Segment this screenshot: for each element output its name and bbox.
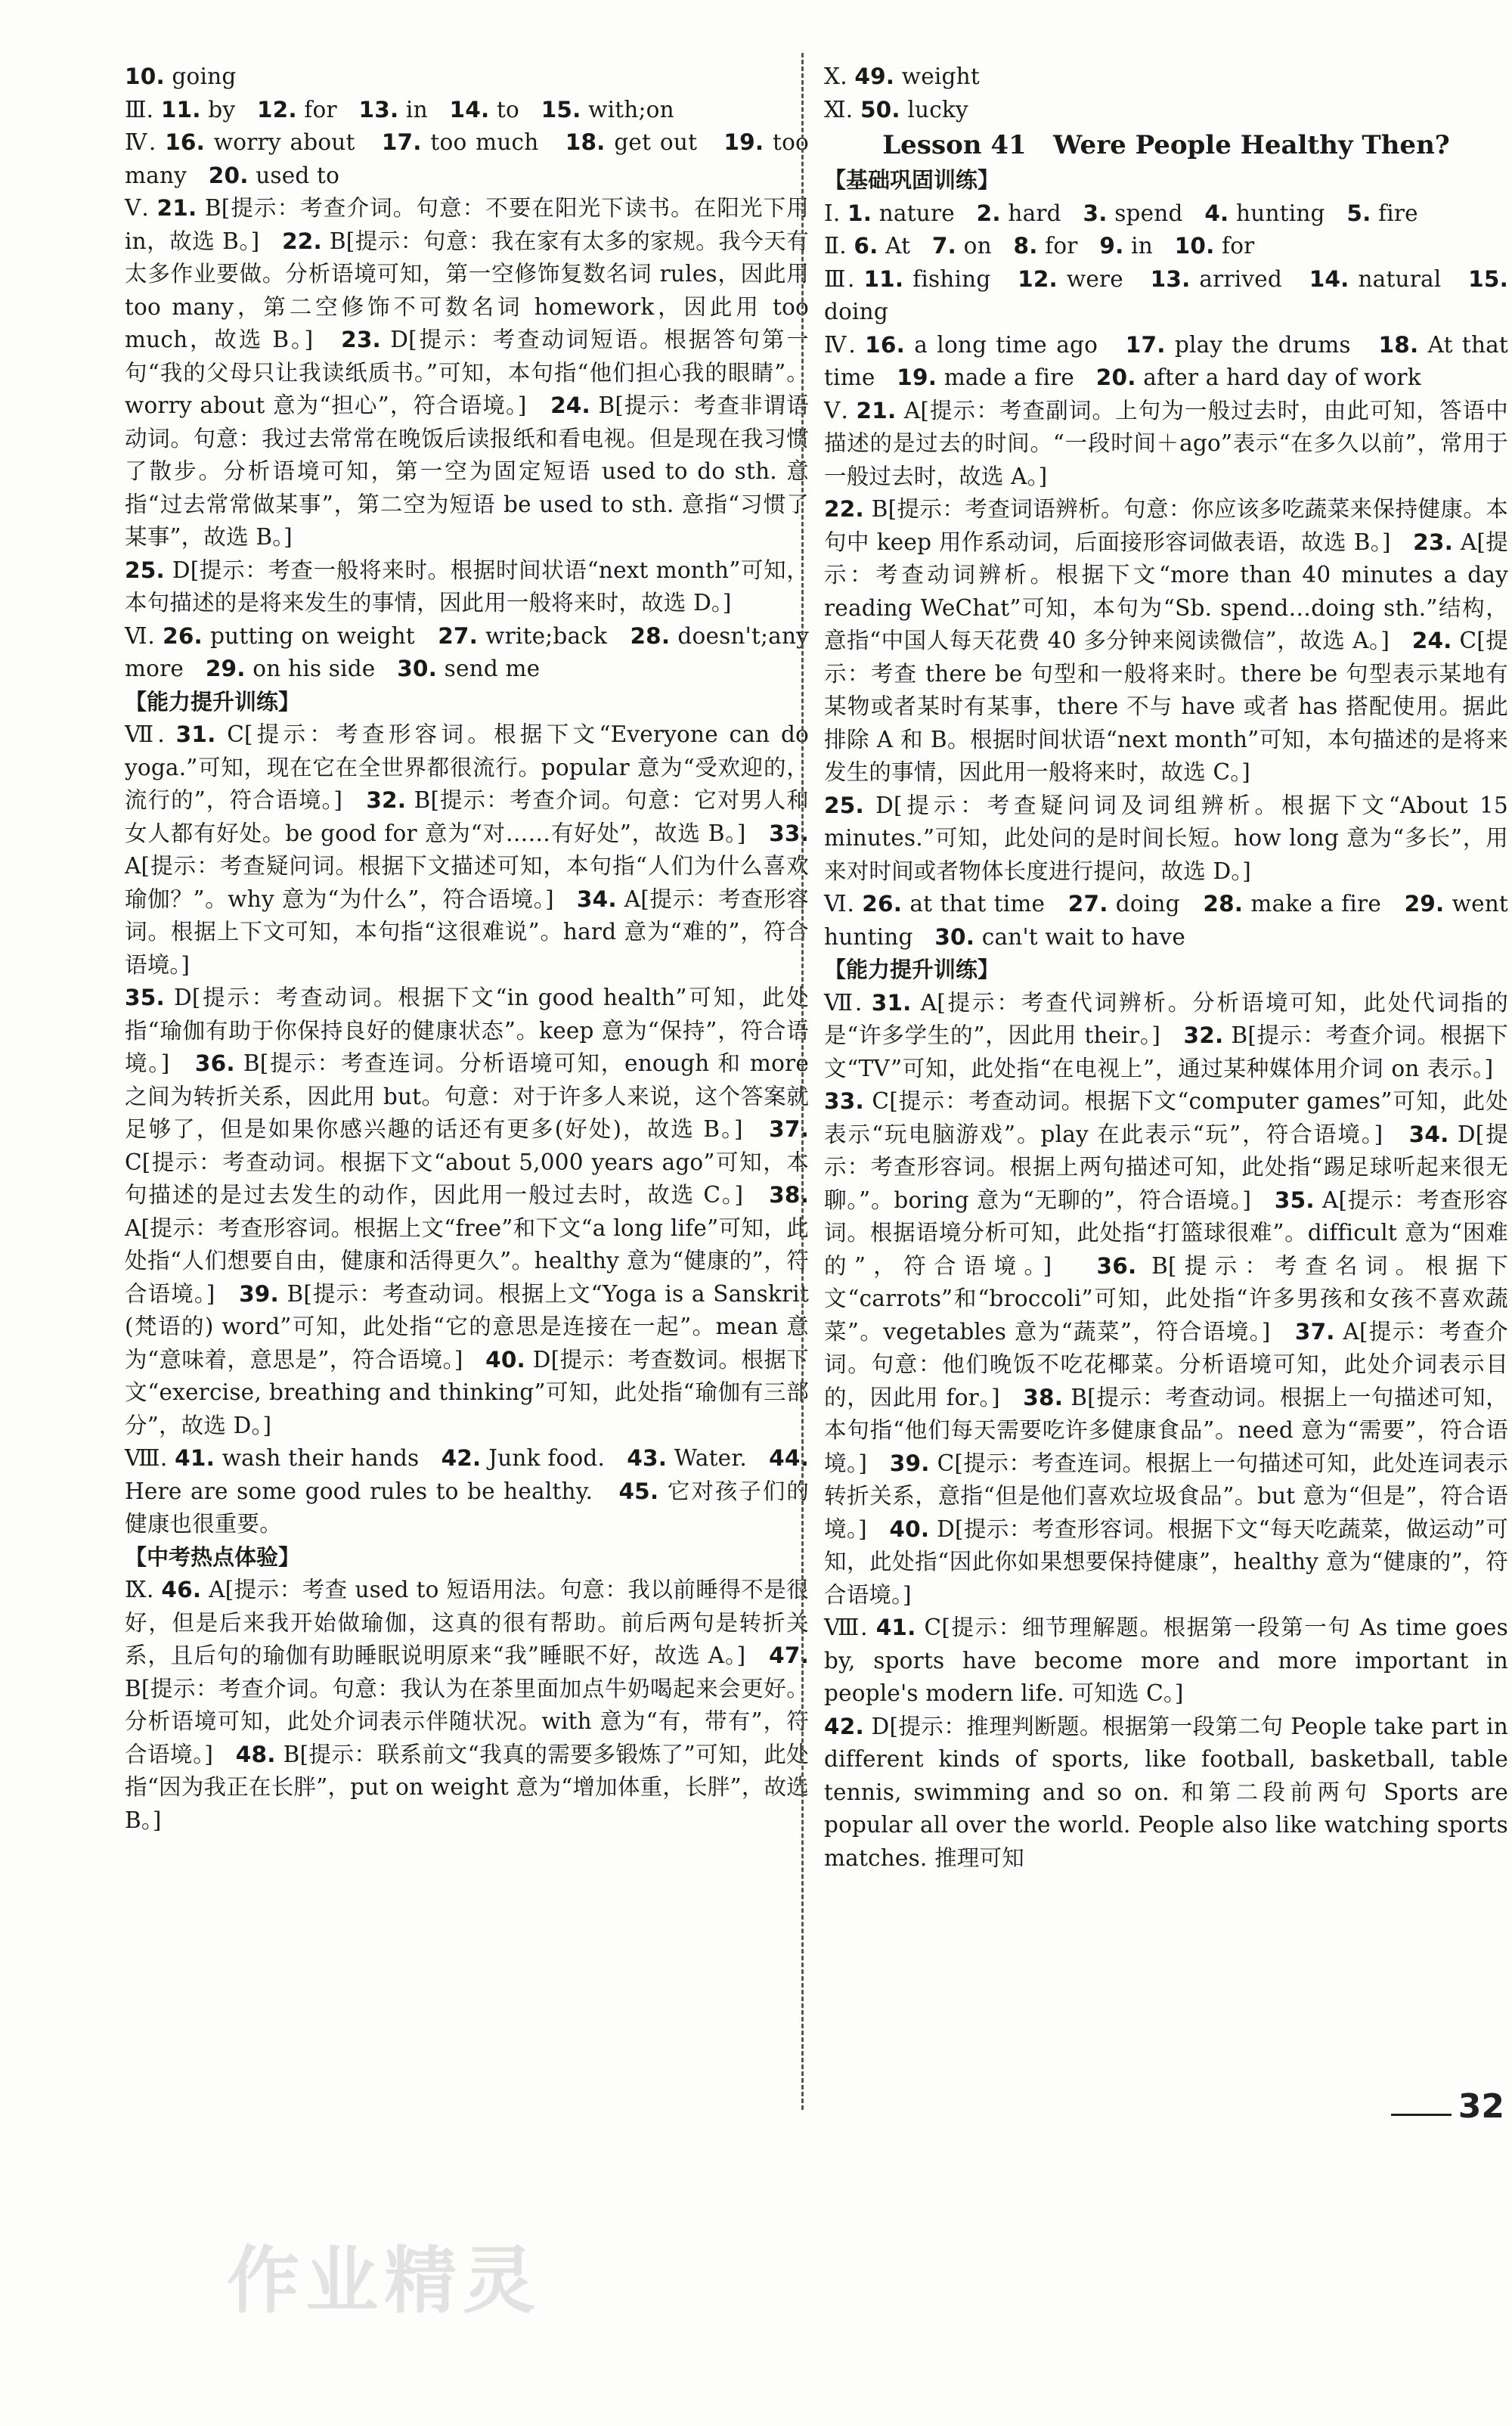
answer-line: Ⅰ. 1. nature 2. hard 3. spend 4. hunting 5. fire: [824, 200, 1418, 226]
section-heading: 【能力提升训练】: [125, 688, 301, 715]
answer-line: Ⅲ. 11. by 12. for 13. in 14. to 15. with;on: [125, 96, 674, 123]
answer-line: Ⅲ. 11. fishing 12. were 13. arrived 14. natural 15. doing: [824, 265, 1508, 324]
answer-paragraph: Ⅴ. 21. B[提示：考查介词。句意：不要在阳光下读书。在阳光下用 in，故选 B。] 22. B[提示：句意：我在家有太多的家规。我今天有太多作业要做。分析语境可知，第一空修饰复数名词 rules，因此用 too many，第二空修饰不可数名词 homework，因此用 too much，故选 B。] 23. D[提示：考查动词短语。根据答句第一句“我的父母只让我读纸质书。”可知，本句指“他们担心我的眼睛”。worry about 意为“担心”，符合语境。] 24. B[提示：考查非谓语动词。句意：我过去常常在晚饭后读报纸和看电视。但是现在我习惯了散步。分析语境可知，第一空为固定短语 used to do sth. 意指“过去常常做某事”，第二空为短语 be used to sth. 意指“习惯了某事”，故选 B。]: [125, 195, 810, 550]
left-column: [125, 60, 809, 1837]
answer-paragraph: 25. D[提示：考查一般将来时。根据时间状语“next month”可知，本句描述的是将来发生的事情，因此用一般将来时，故选 D。]: [125, 557, 809, 616]
column-divider: [801, 53, 804, 2110]
answer-line: Ⅳ. 16. worry about 17. too much 18. get out 19. too many 20. used to: [125, 129, 809, 188]
lesson-title: Lesson 41 Were People Healthy Then?: [882, 130, 1450, 160]
answer-paragraph: Ⅶ. 31. C[提示：考查形容词。根据下文“Everyone can do yoga.”可知，现在它在全世界都很流行。popular 意为“受欢迎的，流行的”，符合语境。] 32. B[提示：考查介词。句意：它对男人和女人都有好处。be good for 意为“对……有好处”，故选 B。] 33. A[提示：考查疑问词。根据下文描述可知，本句指“人们为什么喜欢瑜伽？”。why 意为“为什么”，符合语境。] 34. A[提示：考查形容词。根据上下文可知，本句指“这很难说”。hard 意为“难的”，符合语境。]: [125, 721, 809, 978]
answer-paragraph: 35. D[提示：考查动词。根据下文“in good health”可知，此处指“瑜伽有助于你保持良好的健康状态”。keep 意为“保持”，符合语境。] 36. B[提示：考查连词。分析语境可知，enough 和 more 之间为转折关系，因此用 but。句意：对于许多人来说，这个答案就足够了，但是如果你感兴趣的话还有更多(好处)，故选 B。] 37. C[提示：考查动词。根据下文“about 5,000 years ago”可知，本句描述的是过去发生的动作，因此用一般过去时，故选 C。] 38. A[提示：考查形容词。根据上文“free”和下文“a long life”可知，此处指“人们想要自由，健康和活得更久”。healthy 意为“健康的”，符合语境。] 39. B[提示：考查动词。根据上文“Yoga is a Sanskrit (梵语的) word”可知，此处指“它的意思是连接在一起”。mean 意为“意味着，意思是”，符合语境。] 40. D[提示：考查数词。根据下文“exercise, breathing and thinking”可知，此处指“瑜伽有三部分”，故选 D。]: [125, 985, 809, 1438]
answer-line: Ⅺ. 50. lucky: [824, 96, 968, 123]
answer-line: Ⅱ. 6. At 7. on 8. for 9. in 10. for: [824, 233, 1255, 259]
right-column: [824, 60, 1508, 1875]
answer-line: Ⅵ. 26. putting on weight 27. write;back 28. doesn't;any more 29. on his side 30. send me: [125, 622, 810, 681]
answer-paragraph: Ⅴ. 21. A[提示：考查副词。上句为一般过去时，由此可知，答语中描述的是过去的时间。“一段时间＋ago”表示“在多久以前”，常用于一般过去时，故选 A。]: [824, 397, 1508, 489]
answer-paragraph: 22. B[提示：考查词语辨析。句意：你应该多吃蔬菜来保持健康。本句中 keep 用作系动词，后面接形容词做表语，故选 B。] 23. A[提示：考查动词辨析。根据下文“more than 40 minutes a day reading WeChat”可知，本句为“Sb. spend…doing sth.”结构，意指“中国人每天花费 40 多分钟来阅读微信”，故选 A。] 24. C[提示：考查 there be 句型和一般将来时。there be 句型表示某地有某物或者某时有某事，there 不与 have 或者 has 搭配使用。据此排除 A 和 B。根据时间状语“next month”可知，本句描述的是将来发生的事情，因此用一般将来时，故选 C。]: [824, 496, 1508, 785]
answer-line: Ⅳ. 16. a long time ago 17. play the drums 18. At that time 19. made a fire 20. after a hard day of work: [824, 331, 1508, 390]
section-heading: 【能力提升训练】: [824, 957, 1000, 982]
answer-paragraph: 42. D[提示：推理判断题。根据第一段第二句 People take part in different kinds of sports, like football, basketball, table tennis, swimming and so on. 和第二段前两句 Sports are popular all over the world. People also like watching sports matches. 推理可知: [824, 1713, 1508, 1871]
watermark-logo: 作业精灵: [227, 2238, 541, 2323]
section-heading: 【基础巩固训练】: [824, 167, 1000, 193]
answer-paragraph: Ⅸ. 46. A[提示：考查 used to 短语用法。句意：我以前睡得不是很好，但是后来我开始做瑜伽，这真的很有帮助。前后两句是转折关系，且后句的瑜伽有助睡眠说明原来“我”睡眠不好，故选 A。] 47. B[提示：考查介词。句意：我认为在茶里面加点牛奶喝起来会更好。分析语境可知，此处介词表示伴随状况。with 意为“有，带有”，符合语境。] 48. B[提示：联系前文“我真的需要多锻炼了”可知，此处指“因为我正在长胖”，put on weight 意为“增加体重，长胖”，故选 B。]: [125, 1577, 809, 1833]
answer-line: 10. going: [125, 64, 237, 89]
answer-paragraph: Ⅶ. 31. A[提示：考查代词辨析。分析语境可知，此处代词指的是“许多学生的”，因此用 their。] 32. B[提示：考查介词。根据下文“TV”可知，此处指“在电视上”，通过某种媒体用介词 on 表示。] 33. C[提示：考查动词。根据下文“computer games”可知，此处表示“玩电脑游戏”。play 在此表示“玩”，符合语境。] 34. D[提示：考查形容词。根据上两句描述可知，此处指“踢足球听起来很无聊。”。boring 意为“无聊的”，符合语境。] 35. A[提示：考查形容词。根据语境分析可知，此处指“打篮球很难”。difficult 意为“困难的”，符合语境。] 36. B[提示：考查名词。根据下文“carrots”和“broccoli”可知，此处指“许多男孩和女孩不喜欢蔬菜”。vegetables 意为“蔬菜”，符合语境。] 37. A[提示：考查介词。句意：他们晚饭不吃花椰菜。分析语境可知，此处介词表示目的，因此用 for。] 38. B[提示：考查动词。根据上一句描述可知，本句指“他们每天需要吃许多健康食品”。need 意为“需要”，符合语境。] 39. C[提示：考查连词。根据上一句描述可知，此处连词表示转折关系，意指“但是他们喜欢垃圾食品”。but 意为“但是”，符合语境。] 40. D[提示：考查形容词。根据下文“每天吃蔬菜，做运动”可知，此处指“因此你如果想要保持健康”，healthy 意为“健康的”，符合语境。]: [824, 989, 1509, 1608]
answer-line: Ⅷ. 41. wash their hands 42. Junk food. 43. Water. 44. Here are some good rules to be healthy. 45. 它对孩子们的健康也很重要。: [125, 1445, 809, 1537]
page-number-rule: [1391, 2114, 1452, 2116]
section-heading: 【中考热点体验】: [125, 1543, 301, 1570]
page-number: 32: [1458, 2087, 1504, 2126]
answer-paragraph: 25. D[提示：考查疑问词及词组辨析。根据下文“About 15 minutes.”可知，此处问的是时间长短。how long 意为“多长”，用来对时间或者物体长度进行提问，故选 D。]: [824, 792, 1508, 884]
answer-line: Ⅹ. 49. weight: [824, 64, 980, 89]
answer-paragraph: Ⅷ. 41. C[提示：细节理解题。根据第一段第一句 As time goes by, sports have become more and more important in people's modern life. 可知选 C。]: [824, 1615, 1508, 1706]
answer-line: Ⅵ. 26. at that time 27. doing 28. make a fire 29. went hunting 30. can't wait to have: [824, 891, 1508, 950]
